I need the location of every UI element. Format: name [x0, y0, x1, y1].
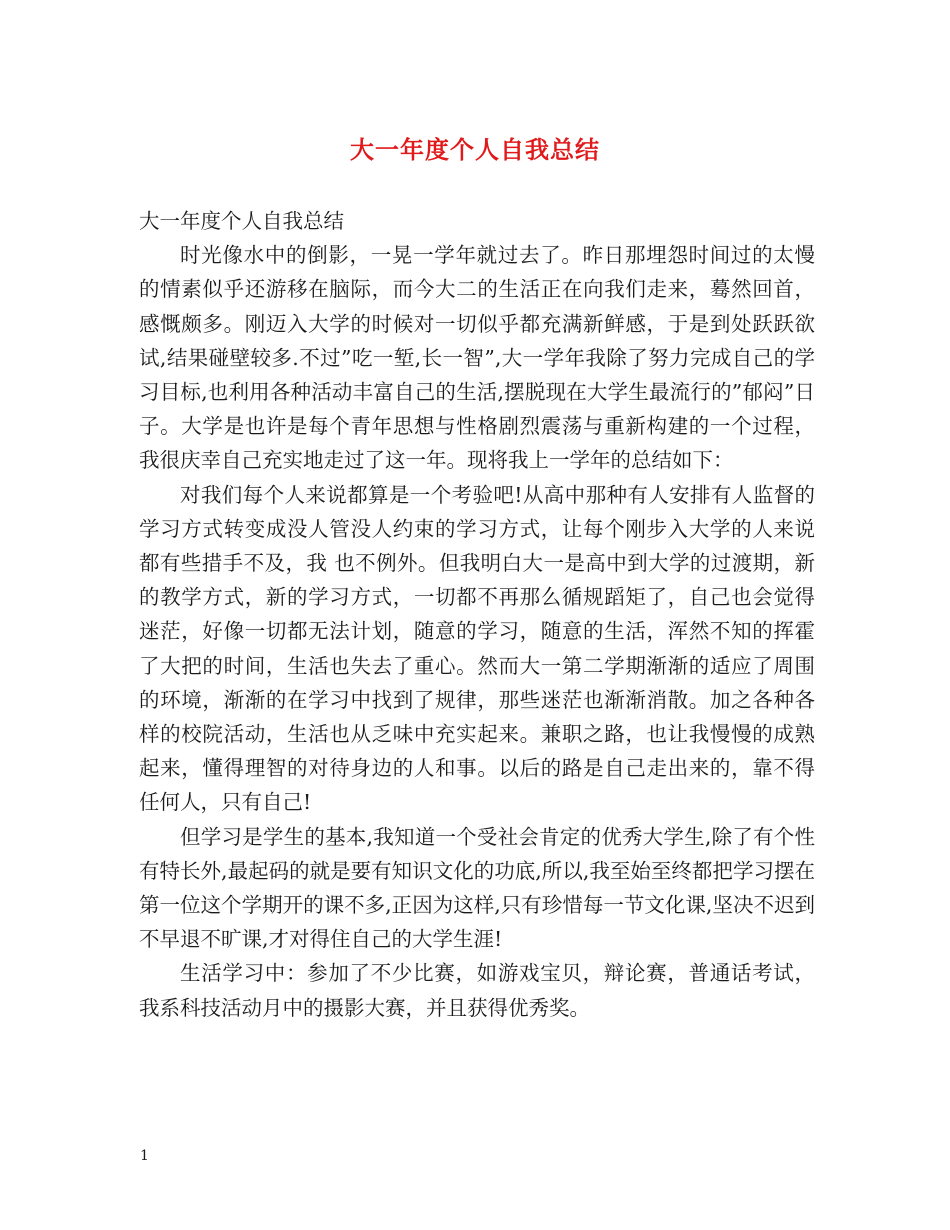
paragraph-4: 生活学习中：参加了不少比赛，如游戏宝贝，辩论赛，普通话考试，我系科技活动月中的摄影大赛，并且获得优秀奖。 [139, 961, 815, 1020]
paragraph-3: 但学习是学生的基本,我知道一个受社会肯定的优秀大学生,除了有个性有特长外,最起码的就是要有知识文化的功底,所以,我至始至终都把学习摆在第一位这个学期开的课不多,正因为这样,只有珍惜每一节文化课,坚决不迟到不早退不旷课,才对得住自己的大学生涯! [139, 824, 815, 952]
document-body [139, 204, 815, 1025]
document-title: 大一年度个人自我总结 [350, 135, 600, 164]
document-subtitle: 大一年度个人自我总结 [139, 209, 344, 233]
page-number: 1 [140, 1148, 149, 1164]
paragraph-2: 对我们每个人来说都算是一个考验吧!从高中那种有人安排有人监督的学习方式转变成没人管没人约束的学习方式，让每个刚步入大学的人来说都有些措手不及，我 也不例外。但我明白大一是高中到大学的过渡期，新的教学方式，新的学习方式，一切都不再那么循规蹈矩了，自己也会觉得迷茫，好像一切都无法计划，随意的学习，随意的生活，浑然不知的挥霍了大把的时间，生活也失去了重心。然而大一第二学期渐渐的适应了周围的环境，渐渐的在学习中找到了规律，那些迷茫也渐渐消散。加之各种各样的校院活动，生活也从乏味中充实起来。兼职之路，也让我慢慢的成熟起来，懂得理智的对待身边的人和事。以后的路是自己走出来的，靠不得任何人，只有自己! [139, 482, 815, 815]
paragraph-1: 时光像水中的倒影，一晃一学年就过去了。昨日那埋怨时间过的太慢的情素似乎还游移在脑际，而今大二的生活正在向我们走来，蓦然回首，感慨颇多。刚迈入大学的时候对一切似乎都充满新鲜感，于是到处跃跃欲试,结果碰壁较多.不过”吃一堑,长一智”,大一学年我除了努力完成自己的学习目标,也利用各种活动丰富自己的生活,摆脱现在大学生最流行的”郁闷”日子。大学是也许是每个青年思想与性格剧烈震荡与重新构建的一个过程，我很庆幸自己充实地走过了这一年。现将我上一学年的总结如下： [139, 243, 815, 473]
